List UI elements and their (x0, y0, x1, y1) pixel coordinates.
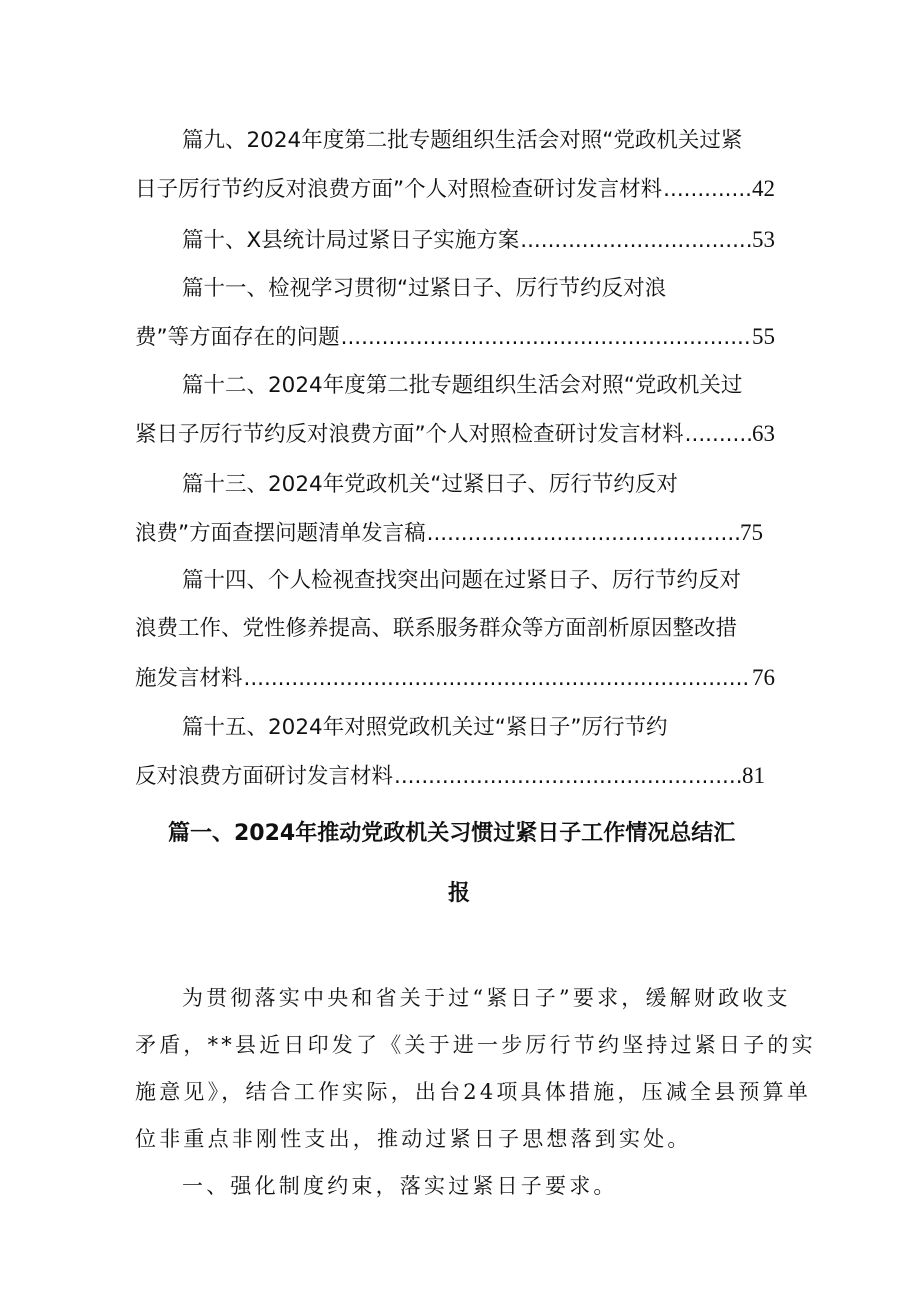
toc-entry-15-line2: 反对浪费方面研讨发言材料 ..... 81 (135, 761, 765, 791)
toc-leader-dots (663, 175, 751, 205)
toc-page-number: 42 (752, 176, 775, 201)
toc-entry-13-line1: 篇十三、2024年党政机关“过紧日子、厉行节约反对 (182, 472, 678, 497)
toc-entry-10-line1: 篇十、X县统计局过紧日子实施方案 ..... 53 (182, 225, 775, 255)
toc-entry-14-line2: 浪费工作、党性修养提高、联系服务群众等方面剖析原因整改措 (135, 616, 738, 641)
paragraph-line: 为贯彻落实中央和省关于过“紧日子”要求，缓解财政收支 (182, 986, 791, 1010)
toc-entry-15-line1: 篇十五、2024年对照党政机关过“紧日子”厉行节约 (182, 715, 668, 740)
section-heading: 一、强化制度约束，落实过紧日子要求。 (182, 1174, 618, 1198)
toc-entry-9-line2: 日子厉行节约反对浪费方面”个人对照检查研讨发言材料 ..... 42 (135, 174, 775, 204)
toc-page-number: 75 (740, 520, 763, 545)
toc-leader-dots (685, 420, 751, 450)
toc-entry-12-line1: 篇十二、2024年度第二批专题组织生活会对照“党政机关过 (182, 373, 743, 398)
paragraph-line: 施意见》，结合工作实际，出台24项具体措施，压减全县预算单 (135, 1080, 812, 1104)
article-title-line2: 报 (448, 881, 471, 906)
toc-page-number: 53 (752, 227, 775, 252)
toc-entry-9-line1: 篇九、2024年度第二批专题组织生活会对照“党政机关过紧 (182, 128, 743, 153)
toc-leader-dots (394, 762, 741, 792)
toc-entry-13-line2: 浪费”方面查摆问题清单发言稿 ..... 75 (135, 518, 763, 548)
toc-leader-dots (244, 664, 751, 694)
toc-entry-12-line2: 紧日子厉行节约反对浪费方面”个人对照检查研讨发言材料 ..... 63 (135, 419, 775, 449)
paragraph-line: 位非重点非刚性支出，推动过紧日子思想落到实处。 (135, 1127, 692, 1151)
toc-leader-dots (341, 323, 751, 353)
toc-entry-11-line1: 篇十一、检视学习贯彻“过紧日子、厉行节约反对浪 (182, 276, 667, 301)
toc-page-number: 63 (752, 421, 775, 446)
toc-page-number: 55 (752, 324, 775, 349)
toc-leader-dots (520, 226, 751, 256)
toc-page-number: 81 (742, 763, 765, 788)
toc-entry-14-line3: 施发言材料 ..... 76 (135, 663, 775, 693)
toc-entry-14-line1: 篇十四、个人检视查找突出问题在过紧日子、厉行节约反对 (182, 568, 742, 593)
toc-leader-dots (427, 519, 739, 549)
toc-page-number: 76 (752, 665, 775, 690)
toc-entry-11-line2: 费”等方面存在的问题 ..... 55 (135, 322, 775, 352)
article-title-line1: 篇一、2024年推动党政机关习惯过紧日子工作情况总结汇 (168, 821, 736, 846)
paragraph-line: 矛盾，**县近日印发了《关于进一步厉行节约坚持过紧日子的实 (135, 1033, 816, 1057)
